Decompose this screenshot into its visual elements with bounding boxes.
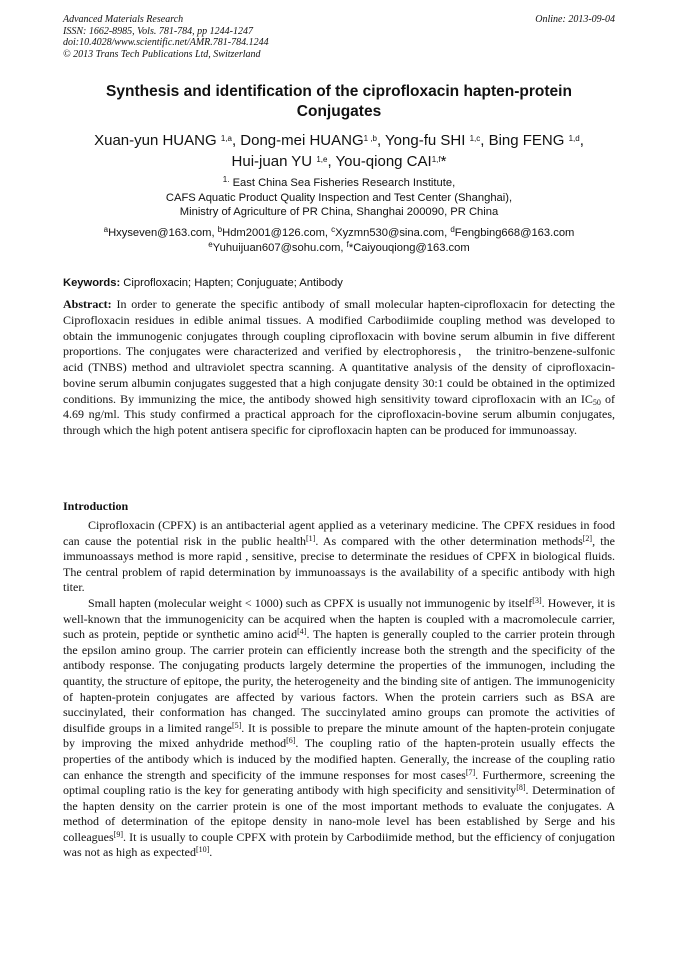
title-line-2: Conjugates xyxy=(296,103,382,120)
corresponding-mark: * xyxy=(440,153,447,170)
email-marker: a xyxy=(103,225,109,234)
author-name: , Yong-fu SHI xyxy=(376,132,470,149)
citation[interactable]: [3] xyxy=(532,595,542,605)
paragraph-text: . Furthermore, screening the optimal coupling ratio is the key for generating antibody with high specificity and sensitivity xyxy=(63,767,615,798)
abstract-label: Abstract: xyxy=(63,297,112,311)
paragraph-text: , the immunoassays method is more rapid , sensitive, precise to determinate the residues of CPFX in biological fluids. The central problem of rapid determination by immunoassays is the availability of a specific antibody with high titer. xyxy=(63,533,615,595)
citation[interactable]: [5] xyxy=(231,720,242,730)
paragraph-text: Ciprofloxacin (CPFX) is an antibacterial agent applied as a veterinary medicine. The CPFX residues in food can cause the potential risk in the public health xyxy=(63,518,615,548)
paragraph-text: . The coupling ratio of the hapten-protein usually effects the properties of the antibody which is induced by the modified hapten. Generally, the increase of the coupling ratio can enhance the strength and specificity of the immune responses for most cases xyxy=(63,736,615,782)
citation[interactable]: [7] xyxy=(465,767,476,777)
email-address[interactable]: Hdm2001@126.com, xyxy=(222,227,332,239)
email-marker: c xyxy=(331,225,336,234)
citation[interactable]: [6] xyxy=(286,736,296,746)
author-affil-marker: 1,a xyxy=(220,134,232,143)
introduction-body xyxy=(63,518,615,861)
paper-title xyxy=(63,82,615,122)
author-name: Xuan-yun HUANG xyxy=(94,132,221,149)
email-marker: e xyxy=(208,239,213,249)
author-affil-marker: 1 ,b xyxy=(363,134,377,143)
paragraph-text: . Determination of the hapten density on the carrier protein is one of the most important methods to evaluate the conjugates. A method of determination of the epitope density in nano-mole level has been established by Serge and his colleagues xyxy=(63,783,615,844)
email-marker: b xyxy=(217,225,223,234)
author-separator: , xyxy=(579,132,584,149)
email-marker: d xyxy=(450,225,455,234)
affiliation-line-3: Ministry of Agriculture of PR China, Shanghai 200090, PR China xyxy=(179,206,499,218)
citation[interactable]: [2] xyxy=(582,533,593,543)
doi-line: doi:10.4028/www.scientific.net/AMR.781-784.1244 xyxy=(63,37,269,48)
author-affil-marker: 1,d xyxy=(568,134,580,143)
paragraph-text: . xyxy=(209,845,213,860)
author-affil-marker: 1,e xyxy=(316,155,328,164)
affiliation-line-2: CAFS Aquatic Product Quality Inspection and Test Center (Shanghai), xyxy=(165,191,513,204)
title-line-1: Synthesis and identification of the ciprofloxacin hapten-protein xyxy=(106,83,572,100)
citation[interactable]: [4] xyxy=(297,627,307,637)
section-heading-introduction: Introduction xyxy=(63,499,129,513)
keywords-text: Ciprofloxacin; Hapten; Conjuguate; Antibody xyxy=(120,277,343,289)
ic50-subscript: 50 xyxy=(592,397,601,407)
author-affil-marker: 1,c xyxy=(469,134,481,143)
emails-line-1 xyxy=(55,226,623,241)
authors-line-1 xyxy=(40,130,638,151)
paragraph-text: . The hapten is generally coupled to the carrier protein through the epsilon amino group. The carrier protein can efficiently increase both the strength and the specificity of the antibody response. The conjugating products largely determine the properties of the immunogen, including the quantity, the structure of epitope, the purity, the heterogeneity and the binding site of antigen. The immunogenicity of hapten-protein conjugates are affected by various factors. When the protein carriers such as BSA are succinylated, their conformation has changed. The succinylated amino groups can promote the activities of disulfide groups in a limited range xyxy=(63,627,615,735)
citation[interactable]: [8] xyxy=(516,783,526,793)
author-affil-marker: 1,f xyxy=(431,155,441,164)
affiliation-line-1 xyxy=(63,176,615,191)
author-name: , Bing FENG xyxy=(480,132,569,149)
author-name: , You-qiong CAI xyxy=(327,153,432,170)
paragraph-text: Small hapten (molecular weight < 1000) such as CPFX is usually not immunogenic by itself xyxy=(88,595,533,610)
abstract-text: of 4.69 ng/ml. This study confirmed a practical approach for the ciprofloxacin-bovine serum albumin conjugates, through which the high potent antisera specific for ciprofloxacin hapten can be produced for immunoassay. xyxy=(63,391,615,437)
email-list xyxy=(55,226,623,255)
abstract xyxy=(63,297,615,439)
intro-paragraph-1 xyxy=(63,518,615,596)
intro-paragraph-2 xyxy=(63,596,615,861)
journal-header xyxy=(63,14,269,60)
affiliation xyxy=(63,176,615,220)
author-name: , Dong-mei HUANG xyxy=(231,132,364,149)
email-address[interactable]: *Caiyouqiong@163.com xyxy=(348,241,470,254)
journal-name: Advanced Materials Research xyxy=(63,14,184,25)
issn-line: ISSN: 1662-8985, Vols. 781-784, pp 1244-1247 xyxy=(63,25,253,37)
affiliation-marker: 1. xyxy=(222,175,230,184)
email-address[interactable]: Xyzmn530@sina.com, xyxy=(335,227,451,239)
authors-line-2 xyxy=(40,151,638,172)
citation[interactable]: [9] xyxy=(113,829,123,839)
author-name: Hui-juan YU xyxy=(231,153,317,170)
email-address[interactable]: Hxyseven@163.com, xyxy=(108,227,218,239)
paragraph-text: . As compared with the other determination methods xyxy=(315,533,583,548)
keywords xyxy=(63,277,615,289)
copyright-line: © 2013 Trans Tech Publications Ltd, Switzerland xyxy=(63,48,261,60)
keywords-label: Keywords: xyxy=(63,277,121,289)
paragraph-text: . It is possible to prepare the minute amount of the hapten-protein conjugate by improving the mixed anhydride method xyxy=(63,720,616,751)
paragraph-text: . It is usually to couple CPFX with protein by Carbodiimide method, but the efficiency of conjugation was not as high as expected xyxy=(63,829,615,860)
abstract-text: In order to generate the specific antibody of small molecular hapten-ciprofloxacin for detecting the Ciprofloxacin residues in edible animal tissues. A modified Carbodiimide coupling method was developed to obtain the immunogenic conjugates through coupling ciprofloxacin with bovine serum albumin in five different proportions. The conjugates were characterized and verified by electrophoresis， the trinitro-benzene-sulfonic acid (TNBS) method and ultraviolet spectra scanning. A quantitative analysis of the density of ciprofloxacin-bovine serum albumin conjugates suggested that a high conjugate density 30:1 could be obtained in the optimized conditions. By immunizing the mice, the antibody showed high sensitivity toward ciprofloxacin with an IC xyxy=(63,297,615,406)
email-address[interactable]: Yuhuijuan607@sohu.com, xyxy=(212,241,347,254)
citation[interactable]: [10] xyxy=(195,845,210,855)
online-date: Online: 2013-09-04 xyxy=(535,14,615,25)
email-marker: f xyxy=(346,239,349,249)
emails-line-2 xyxy=(55,241,623,256)
email-address[interactable]: Fengbing668@163.com xyxy=(454,227,575,239)
paragraph-text: . However, it is well-known that the immunogenicity can be acquired when the hapten is coupled with a macromolecule carrier, such as protein, peptide or synthetic amino acid xyxy=(63,595,615,642)
affiliation-text: East China Sea Fisheries Research Institute, xyxy=(229,177,456,189)
citation[interactable]: [1] xyxy=(305,533,316,543)
author-list xyxy=(40,130,638,172)
